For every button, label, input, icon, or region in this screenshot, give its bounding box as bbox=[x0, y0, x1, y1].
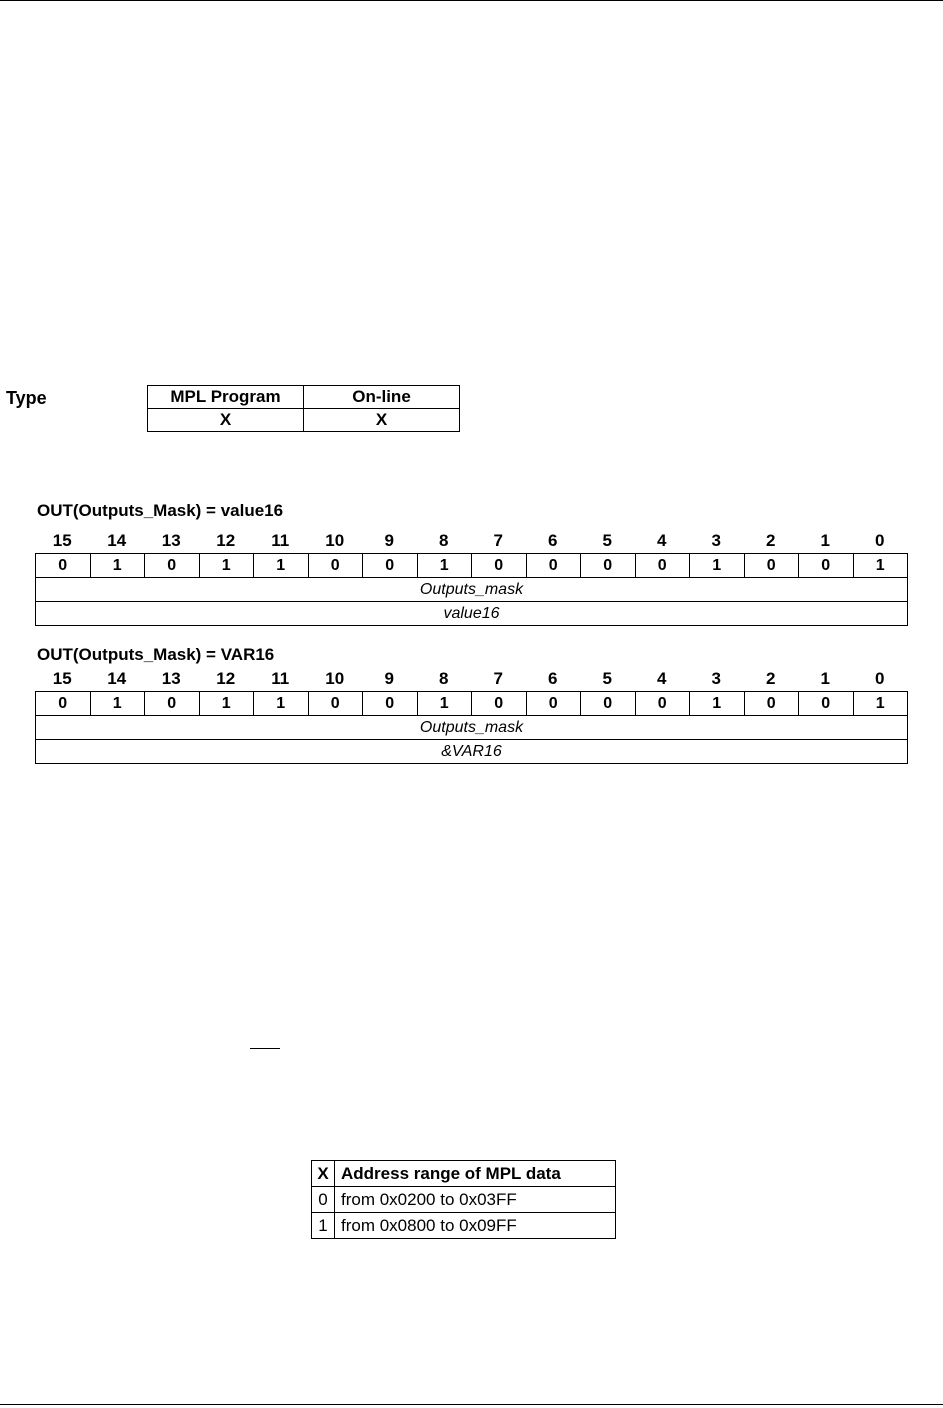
bit-number: 6 bbox=[548, 531, 558, 550]
bit-number: 2 bbox=[766, 531, 776, 550]
address-range-table bbox=[311, 1160, 616, 1239]
value16-row: value16 bbox=[36, 602, 908, 626]
bit-number: 10 bbox=[325, 531, 345, 550]
bit-cell: 0 bbox=[799, 692, 854, 716]
bit-number: 13 bbox=[161, 531, 181, 550]
bit-number: 2 bbox=[766, 669, 776, 688]
bit-cell: 0 bbox=[145, 554, 200, 578]
address-header-range: Address range of MPL data bbox=[335, 1161, 616, 1187]
bit-cell: 0 bbox=[799, 554, 854, 578]
bit-number: 7 bbox=[493, 669, 503, 688]
var16-row: &VAR16 bbox=[36, 740, 908, 764]
bit-number: 8 bbox=[439, 531, 449, 550]
bit-cell: 0 bbox=[744, 692, 799, 716]
type-header-on-line: On-line bbox=[304, 386, 460, 409]
bit-table-value16 bbox=[35, 553, 908, 626]
type-label: Type bbox=[6, 388, 47, 408]
bit-cell: 1 bbox=[254, 554, 309, 578]
bit-cell: 1 bbox=[254, 692, 309, 716]
bit-cell: 1 bbox=[417, 692, 472, 716]
bit-number: 3 bbox=[711, 531, 721, 550]
bit-number: 15 bbox=[52, 531, 72, 550]
address-row-x: 0 bbox=[312, 1187, 335, 1213]
diagram-title-var16: OUT(Outputs_Mask) = VAR16 bbox=[37, 645, 275, 664]
bit-cell: 0 bbox=[145, 692, 200, 716]
bit-cell: 1 bbox=[90, 692, 145, 716]
address-header-x: X bbox=[312, 1161, 335, 1187]
bit-number: 1 bbox=[820, 669, 830, 688]
bit-cell: 1 bbox=[199, 554, 254, 578]
type-value-on-line: X bbox=[304, 409, 460, 432]
bit-cell: 0 bbox=[472, 692, 527, 716]
bit-number: 11 bbox=[271, 669, 290, 688]
bit-cell: 1 bbox=[853, 554, 908, 578]
bit-cell: 0 bbox=[363, 554, 418, 578]
bit-number: 3 bbox=[711, 669, 721, 688]
bit-number: 9 bbox=[384, 669, 394, 688]
bit-cell: 1 bbox=[853, 692, 908, 716]
bit-number: 9 bbox=[384, 531, 394, 550]
outputs-mask-row: Outputs_mask bbox=[36, 578, 908, 602]
bit-number: 11 bbox=[271, 531, 290, 550]
bit-cell: 0 bbox=[363, 692, 418, 716]
outputs-mask-row: Outputs_mask bbox=[36, 716, 908, 740]
bit-number: 13 bbox=[161, 669, 181, 688]
bit-cell: 0 bbox=[308, 554, 363, 578]
bit-cell: 1 bbox=[417, 554, 472, 578]
bit-cell: 1 bbox=[199, 692, 254, 716]
bit-number: 6 bbox=[548, 669, 558, 688]
bit-number: 0 bbox=[875, 669, 885, 688]
bit-cell: 0 bbox=[635, 692, 690, 716]
address-row-range: from 0x0200 to 0x03FF bbox=[335, 1187, 616, 1213]
underline-mark bbox=[250, 1048, 280, 1049]
type-value-mpl-program: X bbox=[148, 409, 304, 432]
top-rule bbox=[0, 0, 943, 1]
bit-number: 8 bbox=[439, 669, 449, 688]
bit-cell: 0 bbox=[526, 554, 581, 578]
type-table bbox=[147, 385, 460, 432]
bit-cell: 0 bbox=[744, 554, 799, 578]
bit-number: 0 bbox=[875, 531, 885, 550]
type-header-mpl-program: MPL Program bbox=[148, 386, 304, 409]
bit-cell: 0 bbox=[581, 692, 636, 716]
address-row-range: from 0x0800 to 0x09FF bbox=[335, 1213, 616, 1239]
bit-number: 15 bbox=[52, 669, 72, 688]
address-row-x: 1 bbox=[312, 1213, 335, 1239]
bit-number: 7 bbox=[493, 531, 503, 550]
bit-number-header bbox=[35, 531, 907, 551]
bit-number: 5 bbox=[602, 669, 612, 688]
bit-cell: 1 bbox=[90, 554, 145, 578]
bit-cell: 0 bbox=[36, 554, 91, 578]
bit-number: 12 bbox=[216, 669, 236, 688]
bit-cell: 1 bbox=[690, 692, 745, 716]
bit-number: 14 bbox=[107, 531, 127, 550]
bit-number: 1 bbox=[820, 531, 830, 550]
bit-number: 12 bbox=[216, 531, 236, 550]
bit-number: 4 bbox=[657, 669, 667, 688]
bit-number-header bbox=[35, 669, 907, 689]
bit-number: 4 bbox=[657, 531, 667, 550]
bit-number: 14 bbox=[107, 669, 127, 688]
bit-cell: 0 bbox=[308, 692, 363, 716]
diagram-title-value16: OUT(Outputs_Mask) = value16 bbox=[37, 501, 284, 520]
bottom-rule bbox=[0, 1404, 943, 1405]
bit-cell: 0 bbox=[36, 692, 91, 716]
bit-cell: 0 bbox=[472, 554, 527, 578]
bit-table-var16 bbox=[35, 691, 908, 764]
bit-number: 5 bbox=[602, 531, 612, 550]
bit-cell: 0 bbox=[635, 554, 690, 578]
bit-cell: 0 bbox=[526, 692, 581, 716]
bit-cell: 0 bbox=[581, 554, 636, 578]
bit-cell: 1 bbox=[690, 554, 745, 578]
bit-number: 10 bbox=[325, 669, 345, 688]
